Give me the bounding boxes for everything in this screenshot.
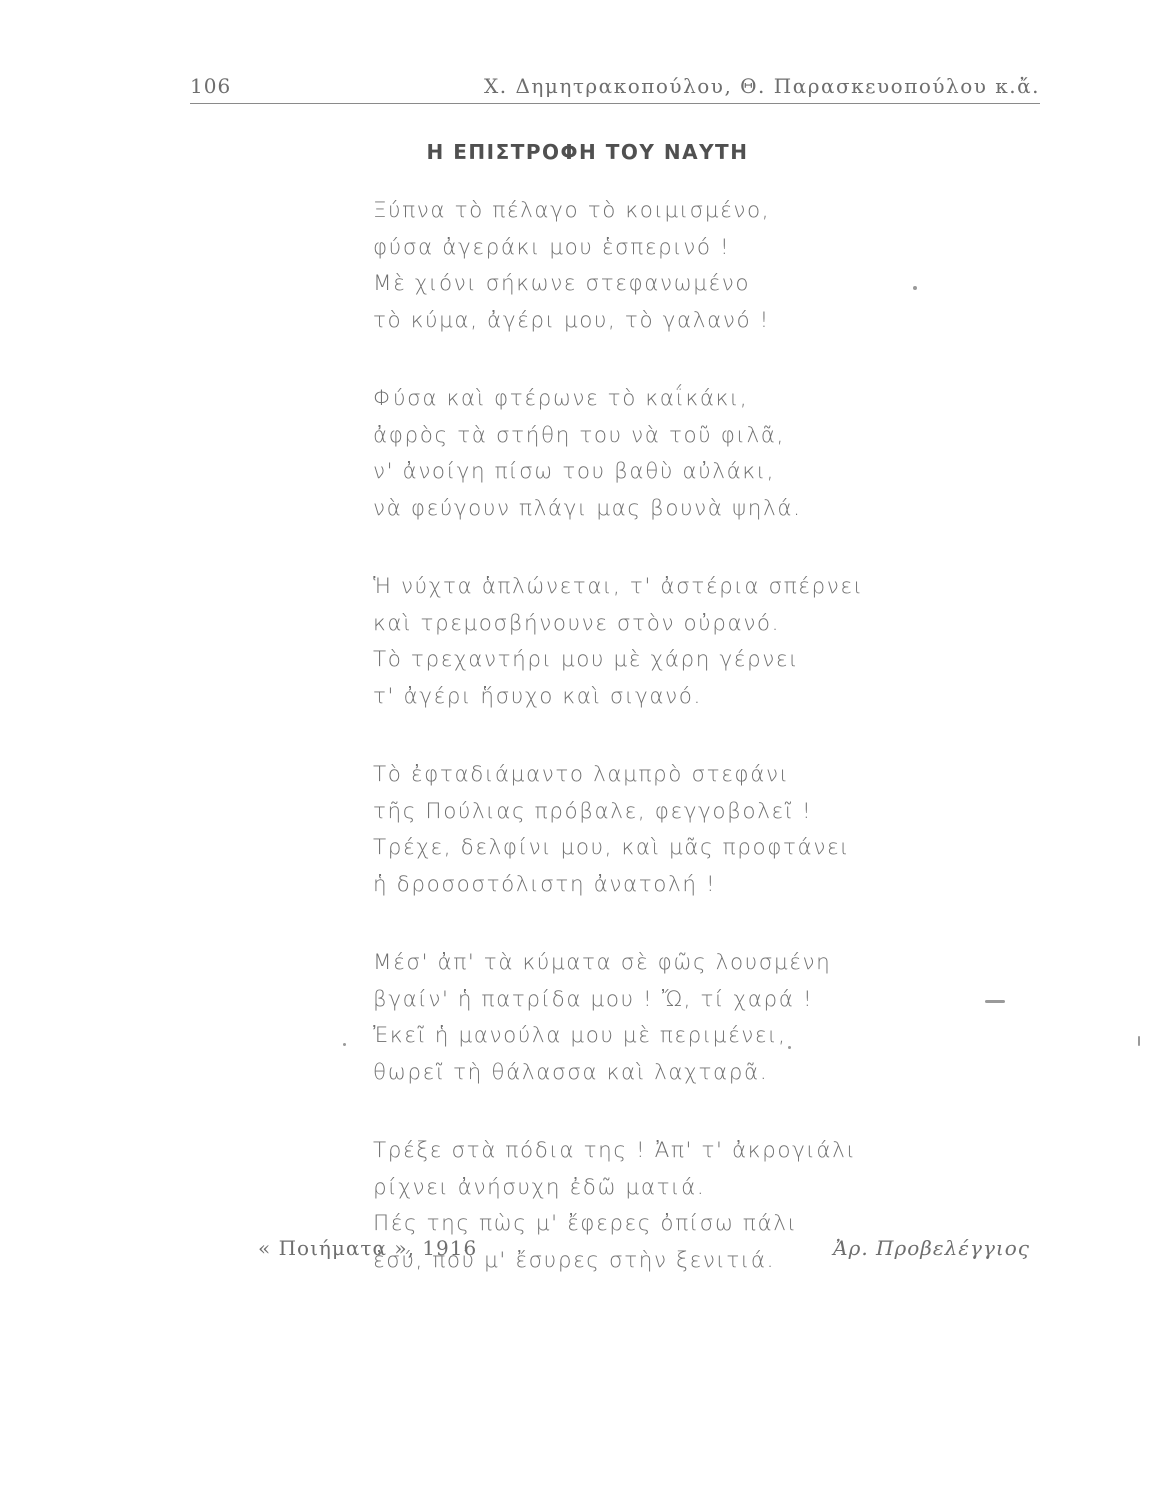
stanza-3	[373, 569, 933, 715]
scan-speck	[985, 1000, 1005, 1003]
scan-speck	[788, 1046, 791, 1049]
poem-line: Τὸ τρεχαντήρι μου μὲ χάρη γέρνει	[373, 647, 800, 672]
poem-line: ἀφρὸς τὰ στήθη του νὰ τοῦ φιλᾶ,	[373, 422, 785, 448]
poem-line: Φύσα καὶ φτέρωνε τὸ καΐκάκι,	[373, 386, 749, 411]
poem-line: Τρέχε, δελφίνι μου, καὶ μᾶς προφτάνει	[373, 835, 851, 860]
poem-line: ν' ἀνοίγη πίσω του βαθὺ αὐλάκι,	[373, 459, 776, 484]
poem-line: Ἡ νύχτα ἁπλώνεται, τ' ἀστέρια σπέρνει	[373, 574, 864, 599]
stanza-5	[373, 945, 933, 1091]
poem-line: νὰ φεύγουν πλάγι μας βουνὰ ψηλά.	[373, 495, 802, 521]
poem-line: καὶ τρεμοσβήνουνε στὸν οὐρανό.	[373, 610, 781, 636]
stanza-2	[373, 381, 933, 527]
scan-speck	[1138, 1036, 1140, 1046]
page-header	[190, 70, 1040, 100]
poem-author: Ἀρ. Προβελέγγιος	[833, 1236, 1030, 1260]
page-number: 106	[190, 74, 232, 98]
poem-line: Ἐκεῖ ἡ μανούλα μου μὲ περιμένει,	[373, 1023, 787, 1048]
scan-speck	[913, 286, 917, 290]
poem-body	[373, 193, 933, 1321]
poem-title: Η ΕΠΙΣΤΡΟΦΗ ΤΟΥ ΝΑΥΤΗ	[426, 140, 749, 164]
poem-line: Τρέξε στὰ πόδια της ! Ἀπ' τ' ἀκρογιάλι	[373, 1138, 857, 1163]
poem-line: ἐσύ, ποὺ μ' ἔσυρες στὴν ξενιτιά.	[373, 1247, 776, 1273]
poem-line: τῆς Πούλιας πρόβαλε, φεγγοβολεῖ !	[373, 798, 813, 824]
poem-line: θωρεῖ τὴ θάλασσα καὶ λαχταρᾶ.	[373, 1059, 769, 1085]
scan-speck	[343, 1043, 346, 1046]
poem-line: τὸ κύμα, ἀγέρι μου, τὸ γαλανό !	[373, 307, 770, 333]
stanza-4	[373, 757, 933, 903]
poem-source: « Ποιήματα », 1916	[258, 1236, 478, 1260]
poem-line: τ' ἀγέρι ἥσυχο καὶ σιγανό.	[373, 683, 702, 709]
stanza-1	[373, 193, 933, 339]
poem-line: Μέσ' ἀπ' τὰ κύματα σὲ φῶς λουσμένη	[373, 950, 832, 975]
poem-line: Πές της πὼς μ' ἔφερες ὀπίσω πάλι	[373, 1211, 798, 1236]
poem-line: βγαίν' ἡ πατρίδα μου ! Ὤ, τί χαρά !	[373, 986, 814, 1012]
poem-line: Μὲ χιόνι σήκωνε στεφανωμένο	[373, 271, 751, 296]
running-head: Χ. Δημητρακοπούλου, Θ. Παρασκευοπούλου κ.ἄ.	[484, 74, 1040, 98]
header-rule	[190, 103, 1040, 104]
poem-line: ἡ δροσοστόλιστη ἀνατολή !	[373, 871, 717, 897]
poem-line: Τὸ ἐφταδιάμαντο λαμπρὸ στεφάνι	[373, 762, 790, 787]
poem-line: Ξύπνα τὸ πέλαγο τὸ κοιμισμένο,	[373, 198, 771, 223]
poem-line: φύσα ἀγεράκι μου ἑσπερινό !	[373, 234, 731, 260]
poem-line: ρίχνει ἀνήσυχη ἐδῶ ματιά.	[373, 1174, 706, 1200]
